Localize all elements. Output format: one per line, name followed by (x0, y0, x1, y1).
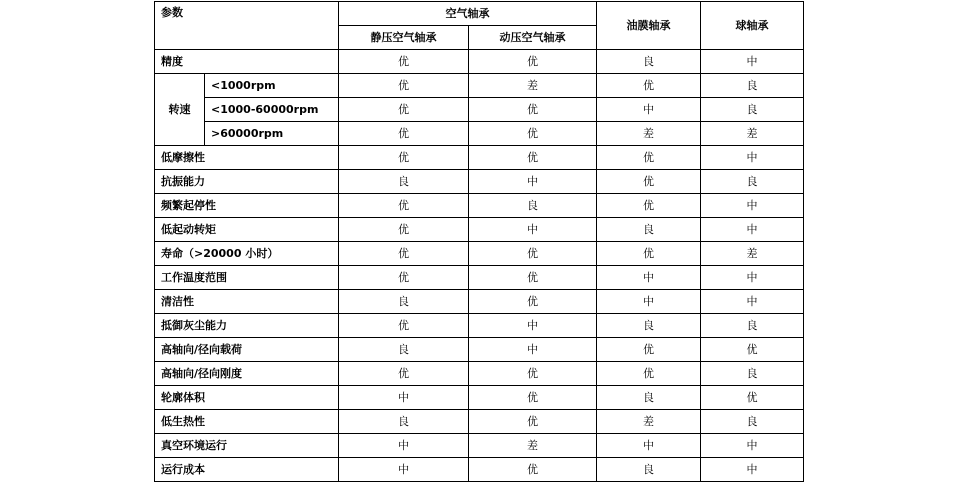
cell-dynamic-air: 优 (469, 386, 597, 410)
cell-oil-film: 中 (597, 290, 701, 314)
header-param: 参数 (155, 2, 339, 50)
table-row (155, 242, 804, 266)
cell-static-air: 优 (339, 74, 469, 98)
cell-static-air: 优 (339, 98, 469, 122)
cell-static-air: 中 (339, 434, 469, 458)
table-row (155, 314, 804, 338)
table-row (155, 170, 804, 194)
cell-ball: 中 (701, 266, 804, 290)
cell-ball: 差 (701, 122, 804, 146)
cell-dynamic-air: 优 (469, 410, 597, 434)
table-row (155, 362, 804, 386)
cell-oil-film: 良 (597, 218, 701, 242)
table-row (155, 194, 804, 218)
cell-dynamic-air: 优 (469, 290, 597, 314)
cell-static-air: 优 (339, 50, 469, 74)
cell-ball: 中 (701, 434, 804, 458)
table-row (155, 98, 804, 122)
cell-static-air: 中 (339, 386, 469, 410)
cell-static-air: 优 (339, 218, 469, 242)
speed-label: 转速 (155, 74, 205, 146)
cell-oil-film: 差 (597, 122, 701, 146)
cell-ball: 良 (701, 98, 804, 122)
cell-static-air: 良 (339, 290, 469, 314)
row-label: 低起动转矩 (155, 218, 339, 242)
cell-oil-film: 优 (597, 146, 701, 170)
cell-ball: 良 (701, 410, 804, 434)
table-row (155, 218, 804, 242)
row-label: 抵御灰尘能力 (155, 314, 339, 338)
cell-oil-film: 优 (597, 362, 701, 386)
cell-ball: 优 (701, 386, 804, 410)
table-row (155, 146, 804, 170)
cell-oil-film: 优 (597, 194, 701, 218)
table-row (155, 266, 804, 290)
row-label: 抗振能力 (155, 170, 339, 194)
header-row-1 (155, 2, 804, 26)
cell-static-air: 中 (339, 458, 469, 482)
table-row (155, 386, 804, 410)
cell-oil-film: 优 (597, 242, 701, 266)
header-dynamic-air-bearing: 动压空气轴承 (469, 26, 597, 50)
table-row (155, 458, 804, 482)
cell-static-air: 优 (339, 266, 469, 290)
cell-dynamic-air: 优 (469, 266, 597, 290)
row-label: 高轴向/径向刚度 (155, 362, 339, 386)
table-row (155, 122, 804, 146)
row-label: 工作温度范围 (155, 266, 339, 290)
cell-dynamic-air: 差 (469, 434, 597, 458)
cell-oil-film: 优 (597, 338, 701, 362)
row-label: 寿命（>20000 小时） (155, 242, 339, 266)
row-label: 真空环境运行 (155, 434, 339, 458)
header-air-bearing: 空气轴承 (339, 2, 597, 26)
cell-oil-film: 良 (597, 458, 701, 482)
speed-sub-label: >60000rpm (205, 122, 339, 146)
cell-static-air: 优 (339, 194, 469, 218)
cell-dynamic-air: 中 (469, 218, 597, 242)
cell-oil-film: 良 (597, 314, 701, 338)
cell-dynamic-air: 优 (469, 146, 597, 170)
row-label: 频繁起停性 (155, 194, 339, 218)
cell-oil-film: 中 (597, 98, 701, 122)
cell-oil-film: 差 (597, 410, 701, 434)
table-row (155, 74, 804, 98)
cell-ball: 中 (701, 458, 804, 482)
header-static-air-bearing: 静压空气轴承 (339, 26, 469, 50)
cell-dynamic-air: 优 (469, 362, 597, 386)
cell-dynamic-air: 优 (469, 242, 597, 266)
row-label: 清洁性 (155, 290, 339, 314)
cell-dynamic-air: 中 (469, 170, 597, 194)
header-ball-bearing: 球轴承 (701, 2, 804, 50)
bearing-comparison-table (154, 1, 804, 482)
header-oil-film-bearing: 油膜轴承 (597, 2, 701, 50)
cell-dynamic-air: 优 (469, 50, 597, 74)
cell-oil-film: 中 (597, 266, 701, 290)
speed-sub-label: <1000-60000rpm (205, 98, 339, 122)
table-row (155, 338, 804, 362)
cell-static-air: 优 (339, 314, 469, 338)
table-row (155, 434, 804, 458)
cell-static-air: 良 (339, 170, 469, 194)
cell-static-air: 优 (339, 242, 469, 266)
table-row (155, 290, 804, 314)
cell-ball: 中 (701, 218, 804, 242)
cell-ball: 中 (701, 146, 804, 170)
cell-dynamic-air: 优 (469, 98, 597, 122)
cell-static-air: 良 (339, 338, 469, 362)
cell-static-air: 优 (339, 122, 469, 146)
cell-static-air: 良 (339, 410, 469, 434)
row-label: 高轴向/径向载荷 (155, 338, 339, 362)
cell-dynamic-air: 差 (469, 74, 597, 98)
cell-static-air: 优 (339, 146, 469, 170)
cell-ball: 优 (701, 338, 804, 362)
cell-oil-film: 良 (597, 50, 701, 74)
cell-ball: 差 (701, 242, 804, 266)
cell-ball: 良 (701, 362, 804, 386)
row-label: 低摩擦性 (155, 146, 339, 170)
cell-ball: 良 (701, 314, 804, 338)
cell-dynamic-air: 中 (469, 338, 597, 362)
cell-ball: 中 (701, 194, 804, 218)
table-row (155, 410, 804, 434)
cell-static-air: 优 (339, 362, 469, 386)
cell-oil-film: 良 (597, 386, 701, 410)
cell-oil-film: 优 (597, 170, 701, 194)
cell-dynamic-air: 优 (469, 122, 597, 146)
cell-ball: 良 (701, 74, 804, 98)
cell-oil-film: 优 (597, 74, 701, 98)
cell-dynamic-air: 中 (469, 314, 597, 338)
speed-sub-label: <1000rpm (205, 74, 339, 98)
row-label: 精度 (155, 50, 339, 74)
row-label: 运行成本 (155, 458, 339, 482)
row-label: 轮廓体积 (155, 386, 339, 410)
cell-dynamic-air: 良 (469, 194, 597, 218)
cell-ball: 中 (701, 50, 804, 74)
cell-ball: 中 (701, 290, 804, 314)
cell-dynamic-air: 优 (469, 458, 597, 482)
table-row (155, 50, 804, 74)
cell-ball: 良 (701, 170, 804, 194)
row-label: 低生热性 (155, 410, 339, 434)
cell-oil-film: 中 (597, 434, 701, 458)
